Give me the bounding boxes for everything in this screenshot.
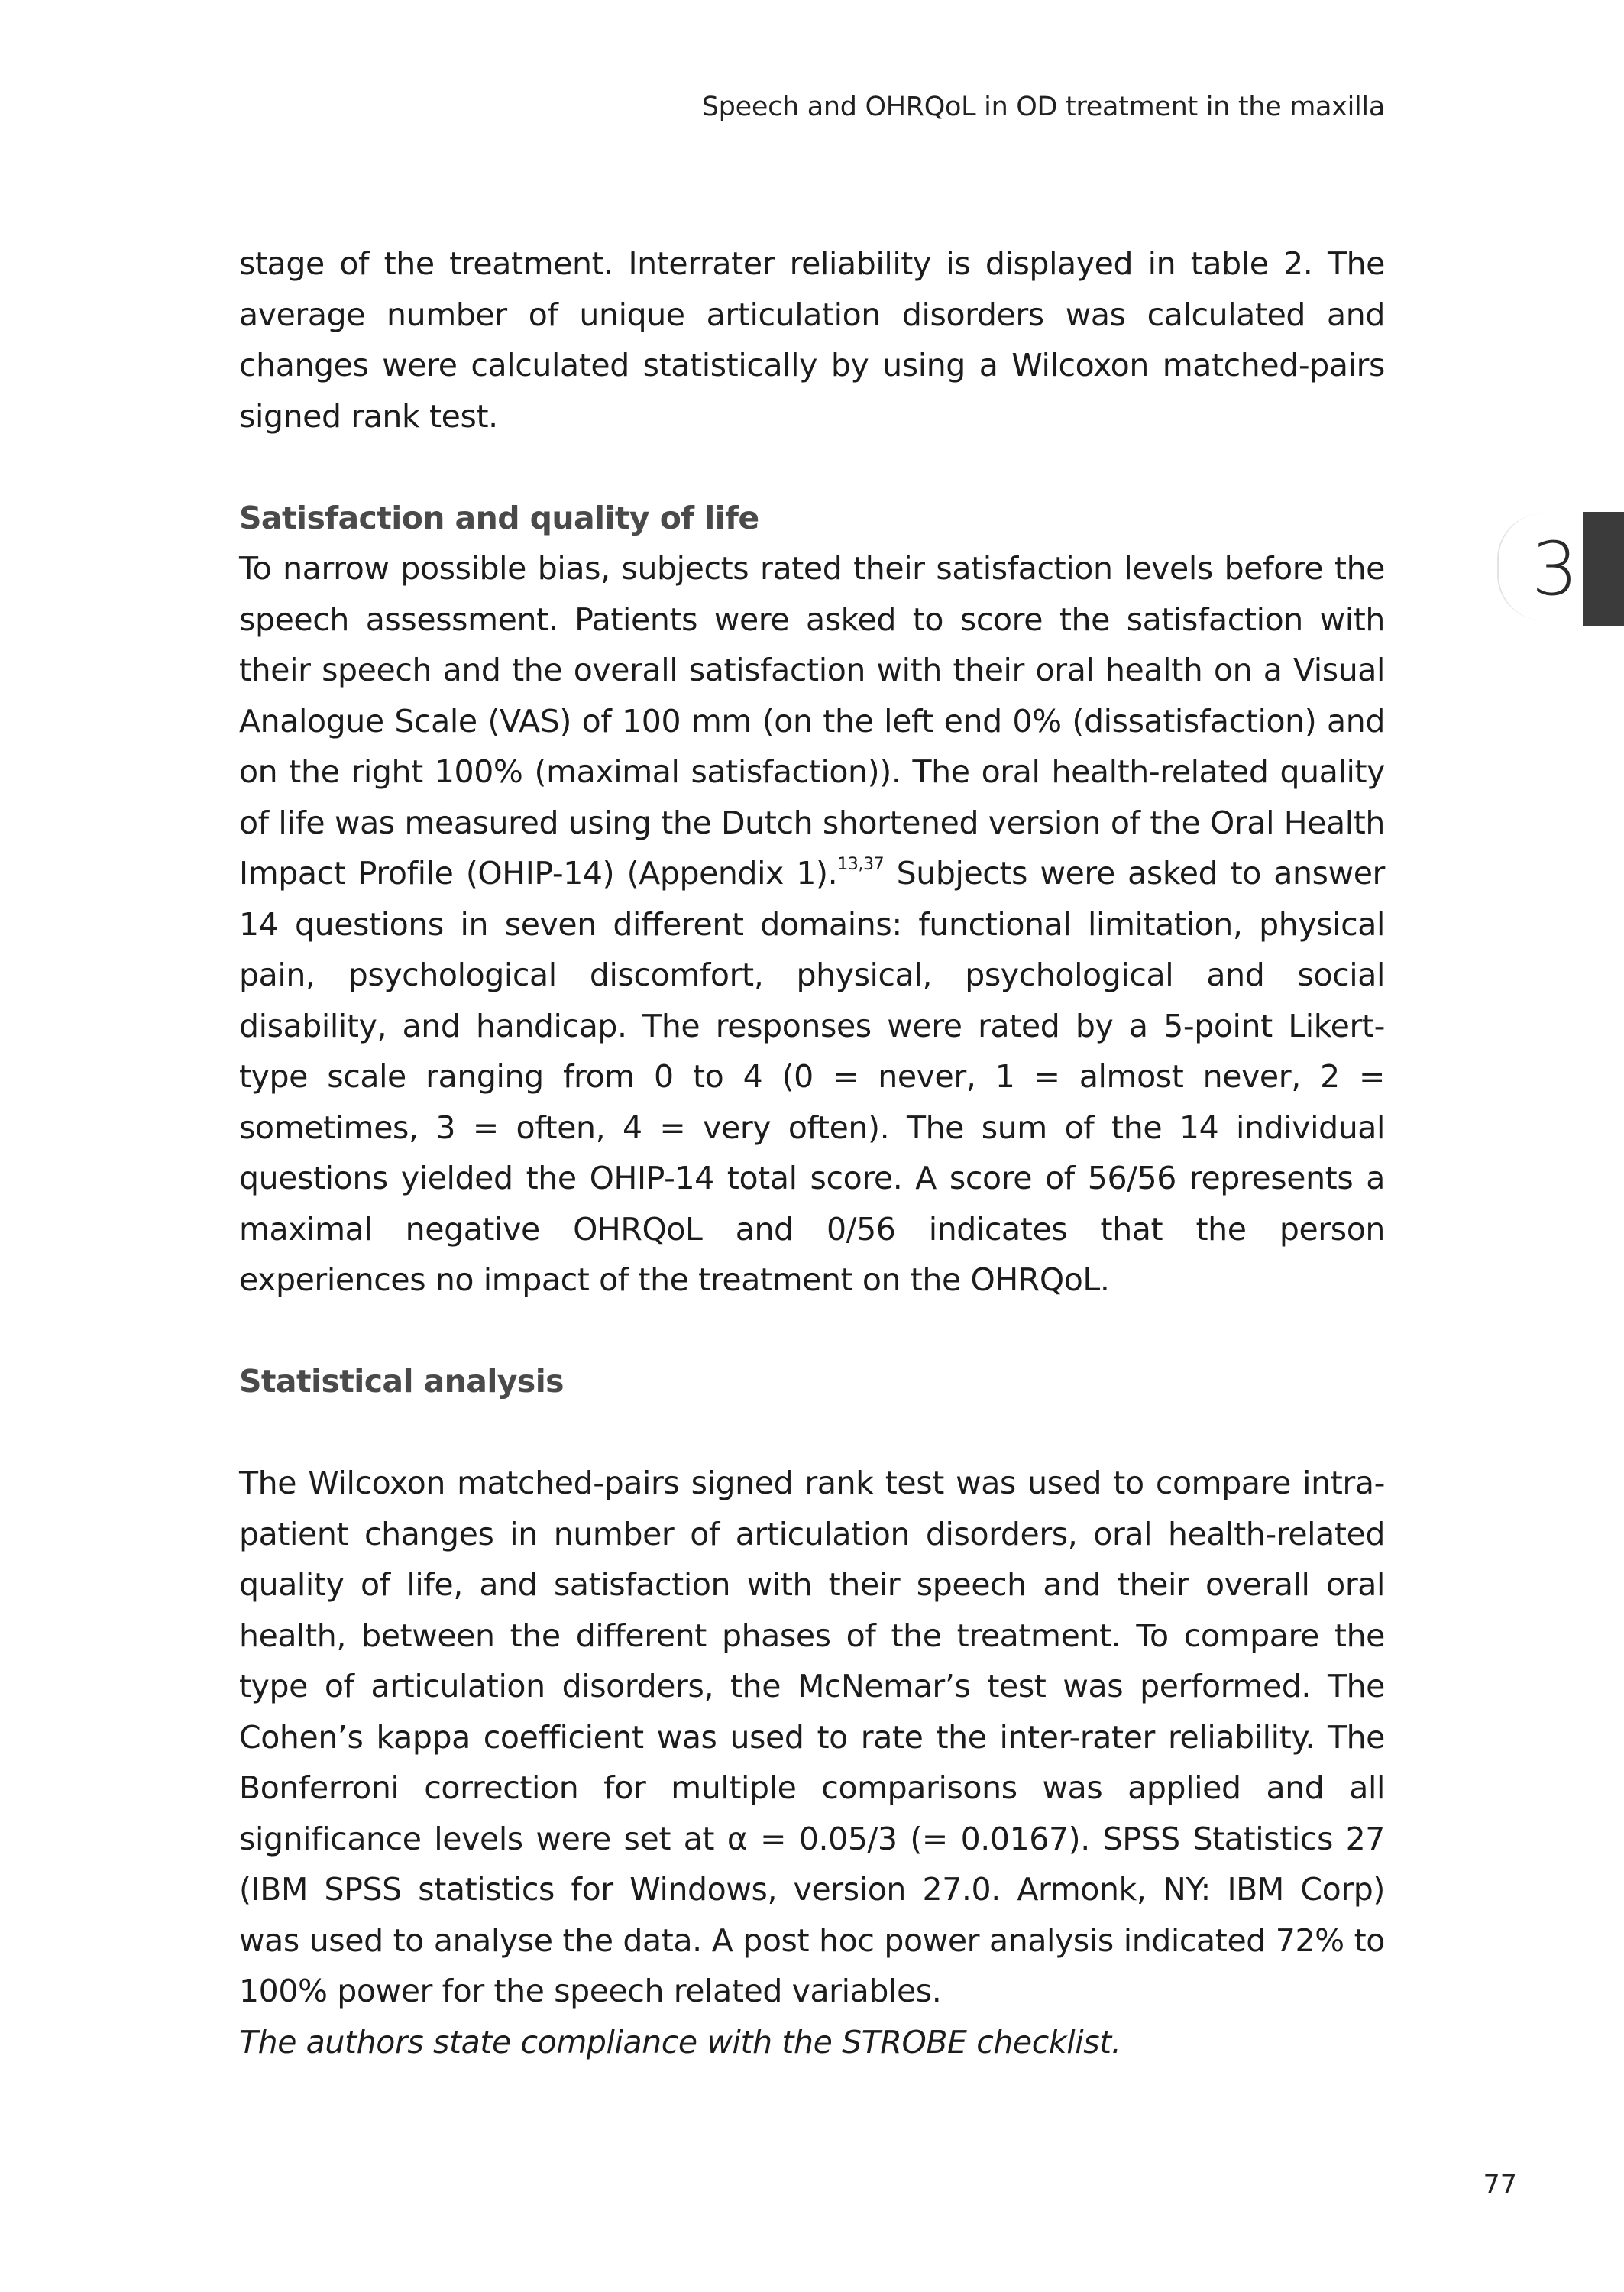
section-heading-statistics: Statistical analysis <box>239 1363 564 1400</box>
page-number: 77 <box>1483 2170 1517 2200</box>
page-body <box>239 238 1385 2067</box>
reference-superscript: 13,37 <box>837 855 885 875</box>
satisfaction-text-part-2: Subjects were asked to answer 14 questions in seven different domains: functional limitation, physical pain, psychological discomfort, physical, psychological and social disability, and handicap. The responses were rated by a 5-point Likert-type scale ranging from 0 to 4 (0 = never, 1 = almost never, 2 = sometimes, 3 = often, 4 = very often). The sum of the 14 individual questions yielded the OHIP-14 total score. A score of 56/56 represents a maximal negative OHRQoL and 0/56 indicates that the person experiences no impact of the treatment on the OHRQoL. <box>239 855 1385 1298</box>
section-heading-satisfaction: Satisfaction and quality of life <box>239 499 759 536</box>
intro-paragraph: stage of the treatment. Interrater reliability is displayed in table 2. The average number of unique articulation disorders was calculated and changes were calculated statistically by using a Wilcoxon matched-pairs signed rank test. <box>239 245 1385 435</box>
strobe-compliance-statement: The authors state compliance with the STROBE checklist. <box>239 2023 1121 2061</box>
statistics-paragraph: The Wilcoxon matched-pairs signed rank test was used to compare intra-patient changes in number of articulation disorders, oral health-related quality of life, and satisfaction with their speech and their overall oral health, between the different phases of the treatment. To compare the type of articulation disorders, the McNemar’s test was performed. The Cohen’s kappa coefficient was used to rate the inter-rater reliability. The Bonferroni correction for multiple comparisons was applied and all significance levels were set at α = 0.05/3 (= 0.0167). SPSS Statistics 27 (IBM SPSS statistics for Windows, version 27.0. Armonk, NY: IBM Corp) was used to analyse the data. A post hoc power analysis indicated 72% to 100% power for the speech related variables. <box>239 1465 1385 2009</box>
spacer <box>239 1306 1385 1357</box>
satisfaction-paragraph <box>239 543 1385 1306</box>
spacer <box>239 442 1385 493</box>
spacer <box>239 1407 1385 1458</box>
satisfaction-text-part-1: To narrow possible bias, subjects rated their satisfaction levels before the speech assessment. Patients were asked to score the satisfaction with their speech and the overall satisfaction with their oral health on a Visual Analogue Scale (VAS) of 100 mm (on the left end 0% (dissatisfaction) and on the right 100% (maximal satisfaction)). The oral health-related quality of life was measured using the Dutch shortened version of the Oral Health Impact Profile (OHIP-14) (Appendix 1). <box>239 550 1385 892</box>
chapter-number: 3 <box>1531 526 1578 612</box>
running-header: Speech and OHRQoL in OD treatment in the maxilla <box>701 92 1385 122</box>
chapter-tab <box>1583 512 1624 626</box>
